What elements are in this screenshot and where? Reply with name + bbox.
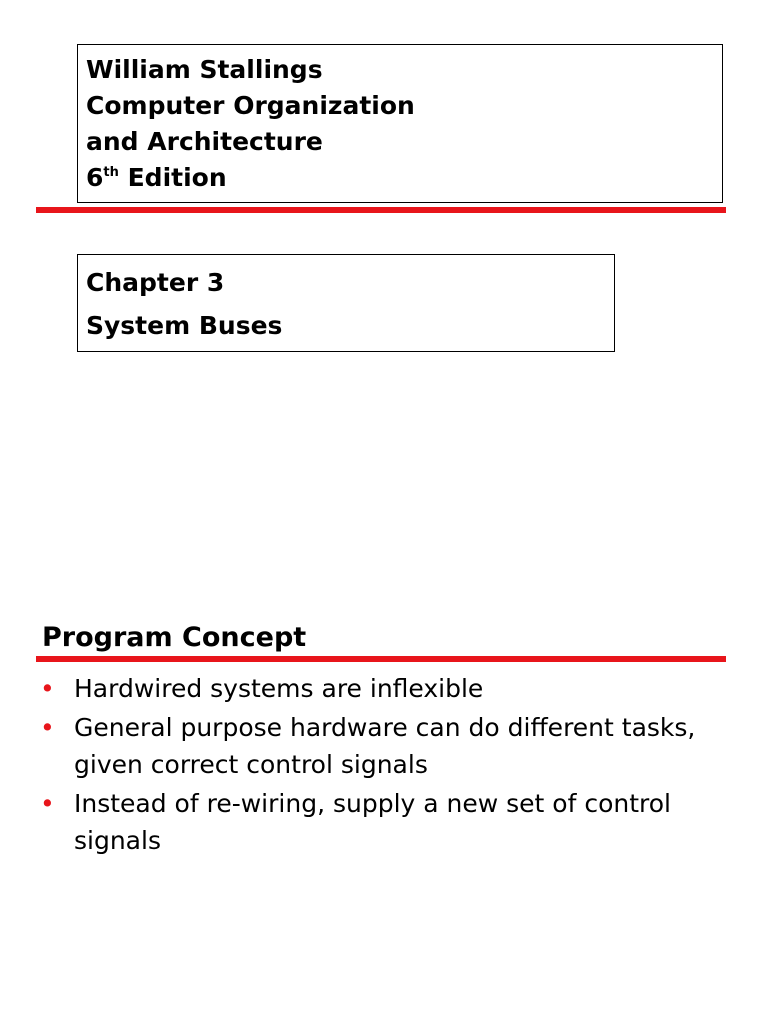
chapter-title: System Buses <box>86 311 283 340</box>
bullet-text: General purpose hardware can do different tasks, given correct control signals <box>74 713 696 779</box>
bullet-dot-icon: • <box>40 713 55 742</box>
chapter-title-box <box>77 254 615 352</box>
author-name: William Stallings <box>86 55 323 84</box>
section-heading: Program Concept <box>42 622 307 653</box>
list-item <box>40 785 730 859</box>
book-title-line-2: and Architecture <box>86 127 323 156</box>
bullet-text: Instead of re-wiring, supply a new set of control signals <box>74 789 671 855</box>
bullet-dot-icon: • <box>40 789 55 818</box>
section-divider-rule <box>36 656 726 662</box>
bullet-text: Hardwired systems are inflexible <box>74 674 484 703</box>
edition-line <box>86 160 722 196</box>
bullet-dot-icon: • <box>40 674 55 703</box>
book-title-line-1: Computer Organization <box>86 91 415 120</box>
list-item <box>40 709 730 783</box>
title-divider-rule <box>36 207 726 213</box>
edition-suffix: th <box>103 165 119 180</box>
edition-number: 6 <box>86 163 104 192</box>
bullet-list <box>40 670 730 861</box>
chapter-number: Chapter 3 <box>86 268 225 297</box>
book-title-box <box>77 44 723 203</box>
edition-label: Edition <box>118 163 227 192</box>
list-item <box>40 670 730 707</box>
